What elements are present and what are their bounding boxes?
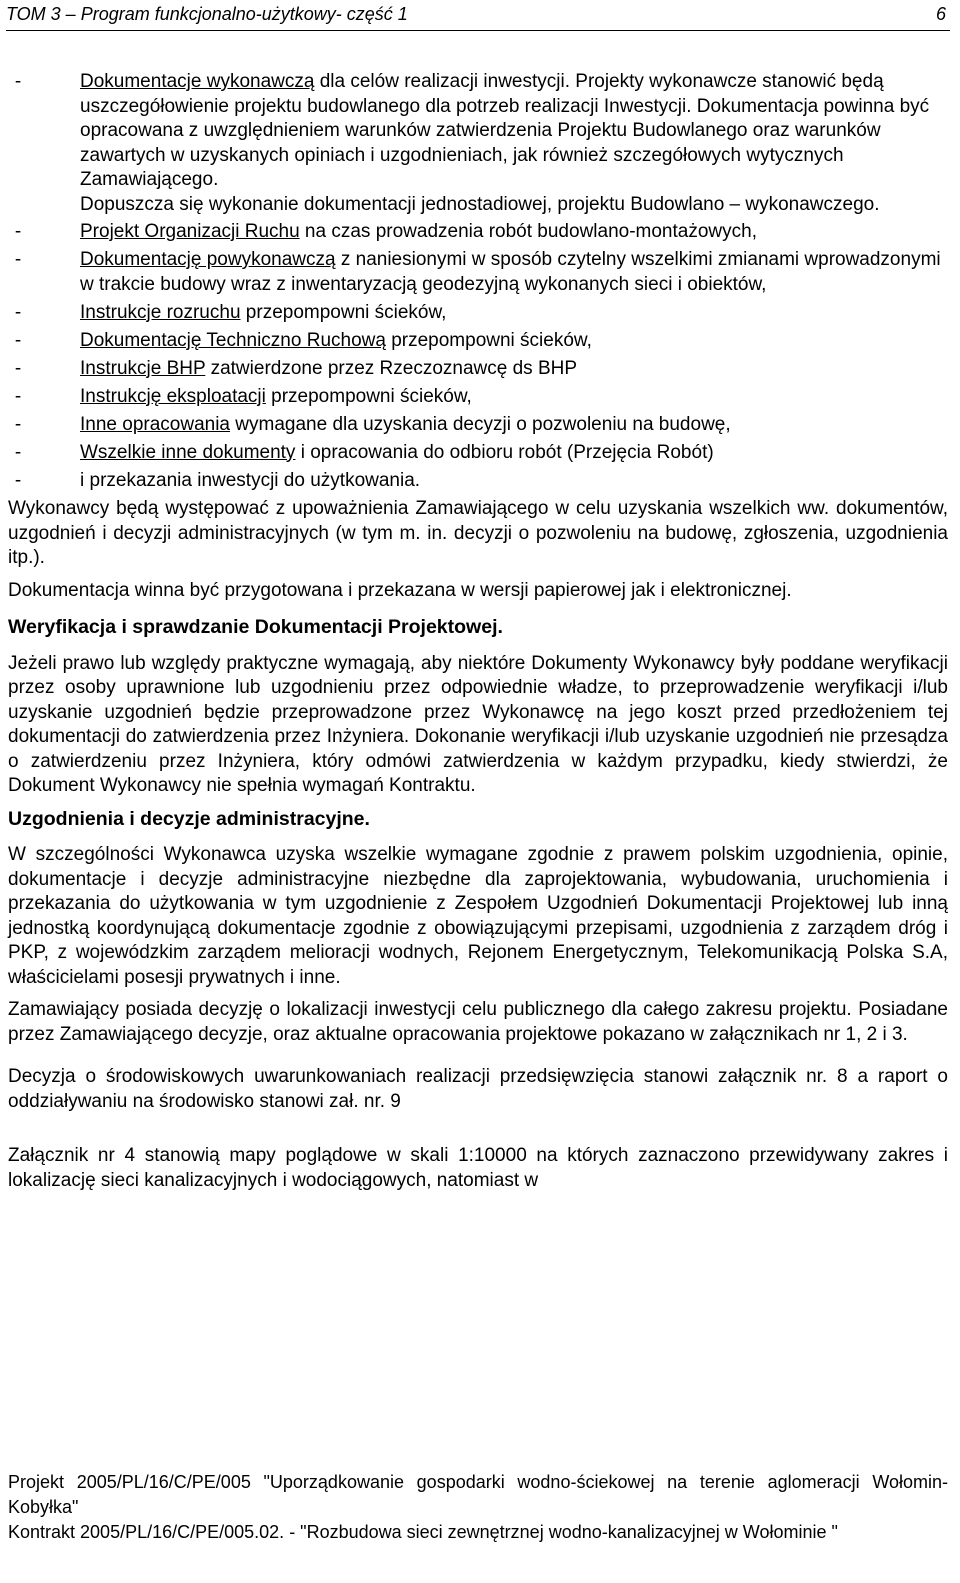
list-item-text: i przekazania inwestycji do użytkowania. (80, 469, 421, 491)
paragraph: W szczególności Wykonawca uzyska wszelkie wymagane zgodnie z prawem polskim uzgodnienia, opinie, dokumentacje i decyzje administracyjne niezbędne dla zaprojektowania, wybudowania, uruchomienia i przekazania do użytkowania w tym uzgodnienie z Zespołem Uzgodnień Dokumentacji Projektowej lub inną jednostką koordynującą dokumentacje zgodnie z obowiązującymi przepisami, uzgodnienia z zarządem dróg i PKP, z wojewódzkim zarządem melioracji wodnych, Rejonem Energetycznym, Telekomunikacją Polska S.A, właścicielami posesji prywatnych i inne. (8, 844, 948, 988)
list-item (8, 248, 948, 297)
footer-contract: Kontrakt 2005/PL/16/C/PE/005.02. - "Rozbudowa sieci zewnętrznej wodno-kanalizacyjnej w Wołominie " (8, 1522, 838, 1542)
deliverables-list (8, 220, 948, 493)
list-item (8, 329, 948, 354)
list-item (8, 70, 948, 217)
list-item-term: Dokumentację powykonawczą (80, 249, 336, 270)
list-dash: - (14, 249, 22, 270)
list-dash: - (14, 413, 22, 435)
list-dash: - (14, 329, 22, 351)
paragraph: Wykonawcy będą występować z upoważnienia Zamawiającego w celu uzyskania wszelkich ww. dokumentów, uzgodnień i decyzji administracyjnych (w tym m. in. decyzji o pozwoleniu na budowę, zgłoszenia, uzgodnienia itp.). (8, 498, 948, 568)
list-item-term: Inne opracowania (80, 413, 230, 435)
list-item (8, 301, 948, 326)
list-item (8, 413, 948, 438)
list-item-text: z naniesionymi w sposób czytelny wszelkimi zmianami wprowadzonymi w trakcie budowy wraz z inwentaryzacją geodezyjną wykonanych sieci i obiektów, (80, 249, 941, 295)
list-dash: - (14, 441, 22, 463)
list-dash: - (14, 357, 22, 379)
document-body (8, 70, 948, 1201)
list-item-text: na czas prowadzenia robót budowlano-montażowych, (299, 221, 757, 242)
list-item (8, 469, 948, 494)
list-dash: - (14, 301, 22, 323)
page-number: 6 (935, 4, 946, 24)
list-item-text: zatwierdzone przez Rzeczoznawcę ds BHP (205, 357, 578, 379)
paragraph: Dokumentacja winna być przygotowana i przekazana w wersji papierowej jak i elektronicznej. (8, 579, 792, 601)
list-dash: - (14, 469, 22, 491)
list-item-note: Dopuszcza się wykonanie dokumentacji jednostadiowej, projektu Budowlano – wykonawczego. (80, 193, 880, 215)
list-item (8, 385, 948, 410)
list-item-text: wymagane dla uzyskania decyzji o pozwoleniu na budowę, (230, 413, 731, 435)
list-item-term: Instrukcje rozruchu (80, 301, 241, 323)
list-item (8, 357, 948, 382)
paragraph: Decyzja o środowiskowych uwarunkowaniach realizacji przedsięwzięcia stanowi załącznik nr. 8 a raport o oddziaływaniu na środowisko stanowi zał. nr. 9 (8, 1066, 948, 1112)
list-dash: - (14, 221, 22, 242)
list-item-text: dla celów realizacji inwestycji. Projekty wykonawcze stanowić będą uszczegółowienie projektu budowlanego dla potrzeb realizacji Inwestycji. Dokumentacja powinna być opracowana z uwzględnieniem warunków zatwierdzenia Projektu Budowlanego oraz warunków zawartych w uzyskanych opiniach i uzgodnieniach, jak również szczegółowych wytycznych Zamawiającego. (80, 71, 930, 190)
list-item-term: Dokumentację Techniczno Ruchową (80, 329, 386, 351)
document-title: TOM 3 – Program funkcjonalno-użytkowy- część 1 (6, 4, 408, 24)
list-item-term: Instrukcje BHP (80, 357, 206, 379)
list-item (8, 220, 948, 245)
page-footer (8, 1470, 948, 1545)
list-item-term: Wszelkie inne dokumenty (80, 441, 296, 463)
list-item-term: Projekt Organizacji Ruchu (80, 221, 300, 242)
list-item-term: Instrukcję eksploatacji (80, 385, 266, 407)
section-heading: Weryfikacja i sprawdzanie Dokumentacji Projektowej. (8, 616, 503, 638)
list-item-text: przepompowni ścieków, (385, 329, 592, 351)
list-item-term: Dokumentacje wykonawczą (80, 71, 315, 92)
list-item-text: przepompowni ścieków, (240, 301, 447, 323)
paragraph: Jeżeli prawo lub względy praktyczne wymagają, aby niektóre Dokumenty Wykonawcy były poddane weryfikacji przez osoby uprawnione lub uzgodnieniu przez odpowiednie władze, to przeprowadzenie weryfikacji i/lub uzyskanie uzgodnień będzie przeprowadzone przez Wykonawcę na jego koszt przed przedłożeniem tej dokumentacji do zatwierdzenia przez Inżyniera. Dokonanie weryfikacji i/lub uzyskanie uzgodnień nie przesądza o zatwierdzeniu przez Inżyniera, który odmówi zatwierdzenia w każdym przypadku, kiedy stwierdzi, że Dokument Wykonawcy nie spełnia wymagań Kontraktu. (8, 652, 948, 796)
list-item-text: przepompowni ścieków, (265, 385, 472, 407)
list-item (8, 441, 948, 466)
paragraph: Zamawiający posiada decyzję o lokalizacji inwestycji celu publicznego dla całego zakresu projektu. Posiadane przez Zamawiającego decyzje, oraz aktualne opracowania projektowe pokazano w załącznikach nr 1, 2 i 3. (8, 999, 948, 1045)
list-dash: - (14, 71, 22, 92)
page-header (6, 0, 950, 31)
list-dash: - (14, 385, 22, 407)
list-item-text: i opracowania do odbioru robót (Przejęcia Robót) (295, 441, 714, 463)
section-heading: Uzgodnienia i decyzje administracyjne. (8, 807, 370, 830)
paragraph: Załącznik nr 4 stanowią mapy poglądowe w skali 1:10000 na których zaznaczono przewidywany zakres i lokalizację sieci kanalizacyjnych i wodociągowych, natomiast w (8, 1145, 948, 1191)
footer-project: Projekt 2005/PL/16/C/PE/005 "Uporządkowanie gospodarki wodno-ściekowej na terenie aglomeracji Wołomin-Kobyłka" (8, 1472, 948, 1517)
